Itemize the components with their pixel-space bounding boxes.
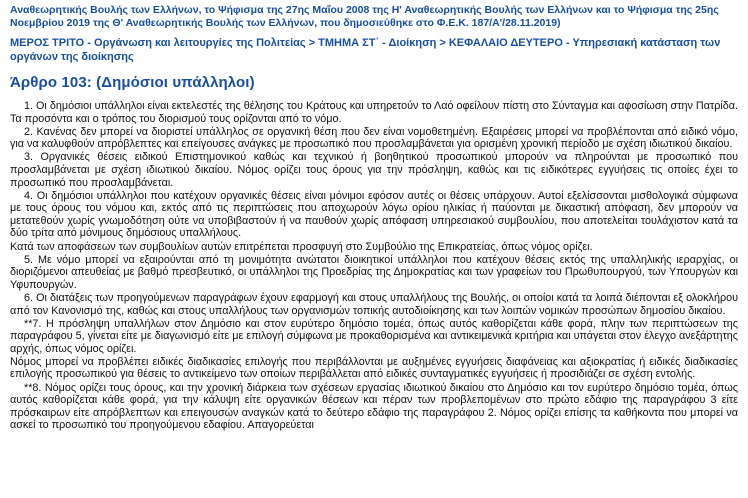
paragraph: 4. Οι δημόσιοι υπάλληλοι που κατέχουν οργανικές θέσεις είναι μόνιμοι εφόσον αυτές οι θέσεις υπάρχουν. Αυτοί εξελίσσονται μισθολογικά σύμφωνα με τους όρους του νόμου και, εκτός από τις περιπτώσεις που αποχωρούν λόγω ορίου ηλικίας ή παύονται με δικαστική απόφαση, δεν μπορούν να μετατεθούν χωρίς γνωμοδότηση ούτε να υποβιβαστούν ή να παυθούν χωρίς απόφαση υπηρεσιακού συμβουλίου, που αποτελείται τουλάχιστον κατά τα δύο τρίτα από μόνιμους δημόσιους υπαλλήλους. bbox=[10, 189, 738, 240]
paragraph: 6. Οι διατάξεις των προηγούμενων παραγράφων έχουν εφαρμογή και στους υπαλλήλους της Βουλής, οι οποίοι κατά τα λοιπά διέπονται εξ ολοκλήρου από τον Κανονισμό της, καθώς και στους υπαλλήλους των οργανισμών τοπικής αυτοδιοίκησης και των λοιπών νομικών προσώπων δημοσίου δικαίου. bbox=[10, 291, 738, 317]
preamble-text: Αναθεωρητικής Βουλής των Ελλήνων, το Ψήφισμα της 27ης Μαΐου 2008 της Η' Αναθεωρητικής Βουλής των Ελλήνων και το Ψήφισμα της 25ης Νοεμβρίου 2019 της Θ' Αναθεωρητικής Βουλής των Ελλήνων, που δημοσιεύθηκε στο Φ.Ε.Κ. 187/Α'/28.11.2019) bbox=[10, 4, 719, 29]
paragraph: 3. Οργανικές θέσεις ειδικού Επιστημονικού καθώς και τεχνικού ή βοηθητικού προσωπικού μπορούν να πληρούνται με προσωπικό που προσλαμβάνεται με σχέση ιδιωτικού δικαίου. Νόμος ορίζει τους όρους για την πρόσληψη, καθώς και τις ειδικότερες εγγυήσεις τις οποίες έχει το προσωπικό που προσλαμβάνεται. bbox=[10, 151, 738, 189]
paragraph: **8. Νόμος ορίζει τους όρους, και την χρονική διάρκεια των σχέσεων εργασίας ιδιωτικού δικαίου στο Δημόσιο και τον ευρύτερο δημόσιο τομέα, όπως αυτός καθορίζεται κάθε φορά, για την κάλυψη είτε οργανικών θέσεων και πέραν των προβλεπομένων στο πρώτο εδάφιο της παραγράφου 3 είτε πρόσκαιρων είτε απρόβλεπτων και επειγουσών αναγκών κατά το δεύτερο εδάφιο της παραγράφου 2. Νόμος ορίζει επίσης τα καθήκοντα που μπορεί να ασκεί το προσωπικό του προηγούμενου εδαφίου. Απαγορεύεται bbox=[10, 381, 738, 432]
paragraph: Νόμος μπορεί να προβλέπει ειδικές διαδικασίες επιλογής που περιβάλλονται με αυξημένες εγγυήσεις διαφάνειας και αξιοκρατίας ή ειδικές διαδικασίες επιλογής προσωπικού για θέσεις το αντικείμενο των οποίων περιβάλλεται από ειδικές συνταγματικές εγγυήσεις ή προσιδιάζει σε σχέση εντολής. bbox=[10, 355, 738, 381]
breadcrumb: ΜΕΡΟΣ ΤΡΙΤΟ - Οργάνωση και λειτουργίες της Πολιτείας > ΤΜΗΜΑ ΣΤ΄ - Διοίκηση > ΚΕΦΑΛΑΙΟ ΔΕΥΤΕΡΟ - Υπηρεσιακή κατάσταση των οργάνων της διοίκησης bbox=[10, 37, 721, 63]
page-title: Άρθρο 103: (Δημόσιοι υπάλληλοι) bbox=[10, 74, 255, 91]
paragraph: 1. Οι δημόσιοι υπάλληλοι είναι εκτελεστές της θέλησης του Κράτους και υπηρετούν το Λαό οφείλουν πίστη στο Σύνταγμα και αφοσίωση στην Πατρίδα. Τα προσόντα και ο τρόπος του διορισμού τους ορίζονται από το νόμο. bbox=[10, 100, 738, 125]
paragraph: 5. Με νόμο μπορεί να εξαιρούνται από τη μονιμότητα ανώτατοι διοικητικοί υπάλληλοι που κατέχουν θέσεις εκτός της υπαλληλικής ιεραρχίας, οι διοριζόμενοι απευθείας με βαθμό πρεσβευτικό, οι υπάλληλοι της Προεδρίας της Δημοκρατίας και των γραφείων του Πρωθυπουργού, των Υπουργών και Υφυπουργών. bbox=[10, 253, 738, 291]
paragraph: 2. Κανένας δεν μπορεί να διοριστεί υπάλληλος σε οργανική θέση που δεν είναι νομοθετημένη. Εξαιρέσεις μπορεί να προβλέπονται από ειδικό νόμο, για να καλυφθούν απρόβλεπτες και επείγουσες ανάγκες με προσωπικό που προσλαμβάνεται για ορισμένη χρονική περίοδο με σχέση ιδιωτικού δικαίου. bbox=[10, 125, 738, 151]
paragraph: **7. Η πρόσληψη υπαλλήλων στον Δημόσιο και στον ευρύτερο δημόσιο τομέα, όπως αυτός καθορίζεται κάθε φορά, πλην των περιπτώσεων της παραγράφου 5, γίνεται είτε με διαγωνισμό είτε με επιλογή σύμφωνα με προκαθορισμένα και αντικειμενικά κριτήρια και υπάγεται στον έλεγχο ανεξάρτητης αρχής, όπως νόμος ορίζει. bbox=[10, 317, 738, 355]
paragraph: Κατά των αποφάσεων των συμβουλίων αυτών επιτρέπεται προσφυγή στο Συμβούλιο της Επικρατείας, όπως νόμος ορίζει. bbox=[10, 240, 593, 253]
article-body bbox=[10, 100, 738, 432]
